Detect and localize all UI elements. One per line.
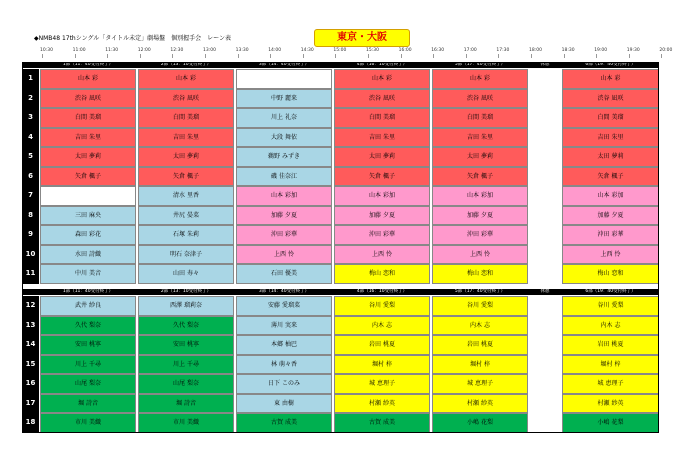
- lane-cell: 三田 麻央: [40, 206, 136, 226]
- lane-cell: 山田 寿々: [138, 264, 234, 284]
- time-tick: 13:30: [235, 48, 249, 53]
- lane-cell: 白間 美瑠: [432, 108, 528, 128]
- lane-header: 4部（16：10受付終了）: [356, 289, 408, 294]
- lane-cell: 市川 美織: [138, 413, 234, 433]
- lane-cell: 本郷 柚巴: [236, 335, 332, 355]
- lane-cell: 沖田 彩華: [432, 225, 528, 245]
- lane-cell: 川上 礼奈: [236, 108, 332, 128]
- time-tick-line: [107, 54, 108, 58]
- lane-cell: 西澤 瑠莉奈: [138, 296, 234, 316]
- lane-cell: 市川 美織: [40, 413, 136, 433]
- lane-header: 3部（14：40受付終了）: [258, 289, 310, 294]
- time-tick-line: [368, 54, 369, 58]
- lane-cell: 安田 桃寧: [40, 335, 136, 355]
- lane-cell: 渋谷 凪咲: [138, 89, 234, 109]
- time-tick: 18:30: [561, 48, 575, 53]
- lane-cell: 城 恵理子: [432, 374, 528, 394]
- lane-cell: 日下 このみ: [236, 374, 332, 394]
- time-tick: 15:00: [333, 48, 347, 53]
- lane-cell: 吉田 朱里: [334, 128, 430, 148]
- lane-cell: 山尾 梨奈: [40, 374, 136, 394]
- lane-cell: 梅山 恋和: [562, 264, 659, 284]
- lane-cell: 加藤 夕夏: [334, 206, 430, 226]
- lane-cell: 村瀬 紗英: [562, 394, 659, 414]
- time-tick: 16:30: [431, 48, 445, 53]
- lane-cell: 加藤 夕夏: [562, 206, 659, 226]
- lane-cell: 太田 夢莉: [40, 147, 136, 167]
- lane-cell: 渋谷 凪咲: [432, 89, 528, 109]
- row-number: 7: [22, 186, 39, 206]
- lane-cell: 矢倉 楓子: [40, 167, 136, 187]
- lane-cell: 沖田 彩華: [562, 225, 659, 245]
- time-tick-line: [140, 54, 141, 58]
- lane-cell: 岩田 桃夏: [432, 335, 528, 355]
- time-tick-line: [238, 54, 239, 58]
- lane-cell: 白間 美瑠: [138, 108, 234, 128]
- row-number: 5: [22, 147, 39, 167]
- time-tick: 14:00: [268, 48, 282, 53]
- lane-cell: 梅山 恋和: [334, 264, 430, 284]
- lane-cell: 上西 怜: [432, 245, 528, 265]
- lane-cell: 城 恵理子: [562, 374, 659, 394]
- lane-cell: 村瀬 紗英: [432, 394, 528, 414]
- lane-cell: 山本 彩: [562, 69, 659, 89]
- lane-cell: 小嶋 花梨: [432, 413, 528, 433]
- lane-cell: 堀村 梓: [334, 355, 430, 375]
- lane-cell: 山本 彩: [432, 69, 528, 89]
- time-tick: 12:00: [137, 48, 151, 53]
- lane-cell: 上西 怜: [334, 245, 430, 265]
- lane-header: 休憩: [540, 62, 550, 67]
- lane-cell: 中川 美音: [40, 264, 136, 284]
- lane-cell: 山本 彩加: [562, 186, 659, 206]
- row-number: 13: [22, 316, 39, 336]
- time-tick-line: [335, 54, 336, 58]
- time-tick: 13:00: [203, 48, 216, 53]
- lane-cell: 井尻 晏菜: [138, 206, 234, 226]
- lane-cell: 安田 桃寧: [138, 335, 234, 355]
- lane-cell: 大段 舞依: [236, 128, 332, 148]
- row-number: 18: [22, 413, 39, 433]
- row-number: 8: [22, 206, 39, 226]
- lane-cell: 白間 美瑠: [334, 108, 430, 128]
- time-tick-line: [303, 54, 304, 58]
- time-tick: 11:30: [105, 48, 119, 53]
- time-tick: 17:30: [496, 48, 510, 53]
- lane-cell: 吉田 朱里: [562, 128, 659, 148]
- lane-cell: 山尾 梨奈: [138, 374, 234, 394]
- time-tick-line: [498, 54, 499, 58]
- lane-cell: 石塚 朱莉: [138, 225, 234, 245]
- lane-cell: 水田 詩織: [40, 245, 136, 265]
- lane-cell: 石田 優美: [236, 264, 332, 284]
- lane-cell: 渋谷 凪咲: [334, 89, 430, 109]
- lane-cell: 矢倉 楓子: [138, 167, 234, 187]
- lane-cell: 清水 里香: [138, 186, 234, 206]
- lane-cell: 堀 詩音: [40, 394, 136, 414]
- lane-cell: 久代 梨奈: [138, 316, 234, 336]
- lane-cell: 太田 夢莉: [334, 147, 430, 167]
- lane-cell: 安藤 愛瑠菜: [236, 296, 332, 316]
- row-number: 11: [22, 264, 39, 284]
- lane-cell: 矢倉 楓子: [334, 167, 430, 187]
- lane-cell: 太田 夢莉: [138, 147, 234, 167]
- lane-cell: 小嶋 花梨: [562, 413, 659, 433]
- row-number: 17: [22, 394, 39, 414]
- lane-cell: 太田 夢莉: [562, 147, 659, 167]
- lane-cell: 山本 彩: [334, 69, 430, 89]
- lane-cell: 堀村 梓: [432, 355, 528, 375]
- row-number: 4: [22, 128, 39, 148]
- time-tick-line: [433, 54, 434, 58]
- lane-cell: 谷川 愛梨: [432, 296, 528, 316]
- time-tick-line: [172, 54, 173, 58]
- lane-cell: 上西 怜: [236, 245, 332, 265]
- row-number: 15: [22, 355, 39, 375]
- lane-header: 6部（19：40受付終了）: [585, 289, 636, 294]
- lane-cell: 明石 奈津子: [138, 245, 234, 265]
- lane-cell: 山本 彩加: [236, 186, 332, 206]
- lane-cell: 磯 佳奈江: [236, 167, 332, 187]
- document-title: ◆NMB48 17thシングル「タイトル未定」劇場盤 個別握手会 レーン表: [34, 35, 232, 42]
- time-tick-line: [564, 54, 565, 58]
- lane-cell: 薄川 実来: [236, 316, 332, 336]
- time-tick-line: [466, 54, 467, 58]
- time-tick: 18:00: [529, 48, 542, 53]
- lane-cell: 谷川 愛梨: [562, 296, 659, 316]
- lane-cell: 川上 千尋: [40, 355, 136, 375]
- lane-cell: 矢倉 楓子: [562, 167, 659, 187]
- lane-cell: 林 萌々香: [236, 355, 332, 375]
- lane-cell: 岩田 桃夏: [562, 335, 659, 355]
- lane-cell: 白間 美瑠: [562, 108, 659, 128]
- lane-header: 4部（16：10受付終了）: [356, 62, 408, 67]
- time-tick: 20:00: [659, 48, 673, 53]
- lane-cell: 森田 彩花: [40, 225, 136, 245]
- lane-cell: 山本 彩加: [432, 186, 528, 206]
- time-tick-line: [42, 54, 43, 58]
- city-label: 東京・大阪: [314, 29, 410, 47]
- row-number: 10: [22, 245, 39, 265]
- lane-cell: 武井 紗良: [40, 296, 136, 316]
- lane-cell: 矢倉 楓子: [432, 167, 528, 187]
- lane-cell: 吉田 朱里: [432, 128, 528, 148]
- time-tick-line: [531, 54, 532, 58]
- lane-cell: 沖田 彩華: [236, 225, 332, 245]
- lane-cell: 白間 美瑠: [40, 108, 136, 128]
- lane-cell: 東 由樹: [236, 394, 332, 414]
- lane-cell: 加藤 夕夏: [236, 206, 332, 226]
- time-tick: 19:30: [626, 48, 640, 53]
- time-tick-line: [205, 54, 206, 58]
- lane-cell: 岩田 桃夏: [334, 335, 430, 355]
- lane-header: 3部（14：40受付終了）: [258, 62, 310, 67]
- lane-header: 2部（13：10受付終了）: [160, 62, 212, 67]
- lane-header: 5部（17：40受付終了）: [454, 289, 506, 294]
- lane-cell: 川上 千尋: [138, 355, 234, 375]
- time-tick: 16:00: [398, 48, 412, 53]
- lane-cell: 上西 怜: [562, 245, 659, 265]
- time-tick: 14:30: [300, 48, 314, 53]
- lane-header: 6部（19：40受付終了）: [585, 62, 636, 67]
- lane-cell: 太田 夢莉: [432, 147, 528, 167]
- lane-cell: 山本 彩: [138, 69, 234, 89]
- time-tick-line: [75, 54, 76, 58]
- lane-cell: 城 恵理子: [334, 374, 430, 394]
- lane-header: 5部（17：40受付終了）: [454, 62, 506, 67]
- lane-cell: 内木 志: [334, 316, 430, 336]
- lane-cell: 梅山 恋和: [432, 264, 528, 284]
- row-number: 12: [22, 296, 39, 316]
- time-tick-line: [270, 54, 271, 58]
- lane-cell: 古賀 成美: [334, 413, 430, 433]
- lane-cell: 内木 志: [432, 316, 528, 336]
- lane-header: 休憩: [540, 289, 550, 294]
- time-tick: 10:30: [40, 48, 53, 53]
- time-tick: 15:30: [366, 48, 379, 53]
- lane-cell: 吉田 朱里: [138, 128, 234, 148]
- lane-cell: 古賀 成美: [236, 413, 332, 433]
- lane-cell: 内木 志: [562, 316, 659, 336]
- table-frame: [22, 62, 659, 433]
- lane-cell: 吉田 朱里: [40, 128, 136, 148]
- lane-cell: 中野 麗来: [236, 89, 332, 109]
- lane-cell: 堀 詩音: [138, 394, 234, 414]
- time-tick-line: [401, 54, 402, 58]
- row-number: 16: [22, 374, 39, 394]
- lane-cell: 久代 梨奈: [40, 316, 136, 336]
- time-tick: 11:00: [72, 48, 86, 53]
- row-number: 1: [22, 69, 39, 89]
- time-tick: 17:00: [463, 48, 477, 53]
- lane-cell: 山本 彩: [40, 69, 136, 89]
- lane-header: 1部（11：40受付終了）: [62, 62, 114, 67]
- lane-cell: 加藤 夕夏: [432, 206, 528, 226]
- lane-cell: 村瀬 紗英: [334, 394, 430, 414]
- time-tick-line: [596, 54, 597, 58]
- lane-cell: 渋谷 凪咲: [562, 89, 659, 109]
- row-number: 9: [22, 225, 39, 245]
- time-tick-line: [629, 54, 630, 58]
- row-number: 2: [22, 89, 39, 109]
- row-number: 14: [22, 335, 39, 355]
- lane-cell: 鵜野 みずき: [236, 147, 332, 167]
- lane-cell: 山本 彩加: [334, 186, 430, 206]
- lane-header: 2部（13：10受付終了）: [160, 289, 212, 294]
- time-tick: 12:30: [170, 48, 184, 53]
- lane-cell: 渋谷 凪咲: [40, 89, 136, 109]
- time-tick: 19:00: [594, 48, 608, 53]
- lane-cell: 谷川 愛梨: [334, 296, 430, 316]
- lane-cell: 沖田 彩華: [334, 225, 430, 245]
- row-number: 6: [22, 167, 39, 187]
- lane-cell: 堀村 梓: [562, 355, 659, 375]
- time-tick-line: [661, 54, 662, 58]
- row-number: 3: [22, 108, 39, 128]
- lane-header: 1部（11：40受付終了）: [62, 289, 114, 294]
